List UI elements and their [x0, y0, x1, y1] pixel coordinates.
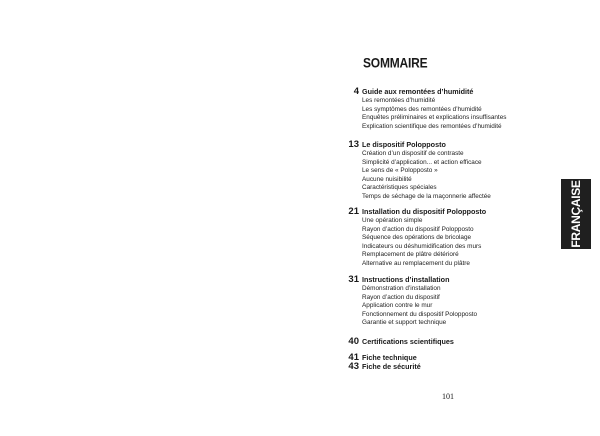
toc-subsection-item[interactable]: Application contre le mur — [362, 302, 433, 310]
toc-section-title: Fiche de sécurité — [362, 362, 421, 371]
toc-subsection-item[interactable]: Enquêtes préliminaires et explications insuffisantes — [362, 114, 507, 122]
toc-subsection-item[interactable]: Temps de séchage de la maçonnerie affectée — [362, 192, 491, 200]
toc-subsection-item[interactable]: Aucune nuisibilité — [362, 175, 412, 183]
toc-section-heading[interactable] — [345, 336, 545, 347]
toc-subsection-item[interactable]: Une opération simple — [362, 217, 423, 224]
toc-subsection-item[interactable]: Rayon d’action du dispositif Polopposto — [362, 225, 474, 233]
toc-section-heading[interactable] — [345, 139, 545, 150]
toc-subsection-item[interactable]: Garantie et support technique — [362, 319, 447, 327]
toc-page-number: 43 — [348, 361, 359, 372]
toc-section-title: Instructions d’installation — [362, 275, 450, 284]
toc-section-title: Fiche technique — [362, 353, 417, 362]
toc-page-number: 40 — [348, 336, 359, 347]
toc-section — [345, 274, 545, 328]
toc-section-title: Le dispositif Polopposto — [362, 140, 446, 149]
toc-subsection-item[interactable]: Remplacement de plâtre détérioré — [362, 251, 459, 259]
toc-subsection-list — [345, 285, 545, 328]
page-title: SOMMAIRE — [363, 55, 428, 72]
toc-section-heading[interactable] — [345, 274, 545, 285]
toc-subsection-item[interactable]: Indicateurs ou déshumidification des murs — [362, 242, 482, 250]
toc-section-title: Installation du dispositif Polopposto — [362, 207, 487, 216]
toc-section — [345, 336, 545, 347]
toc-subsection-list — [345, 97, 545, 131]
toc-section-heading[interactable] — [345, 206, 545, 217]
page-number: 101 — [442, 392, 454, 401]
toc-subsection-item[interactable]: Séquence des opérations de bricolage — [362, 234, 472, 242]
toc-section-heading[interactable] — [345, 361, 545, 372]
toc-subsection-item[interactable]: Simplicité d’application... et action efficace — [362, 158, 482, 166]
toc-page-number: 21 — [348, 206, 359, 217]
toc-section-heading[interactable] — [345, 86, 545, 97]
toc-subsection-item[interactable]: Alternative au remplacement du plâtre — [362, 259, 470, 267]
toc-section — [345, 86, 545, 131]
toc-section-title: Guide aux remontées d’humidité — [362, 87, 474, 96]
toc-subsection-list — [345, 150, 545, 202]
toc-subsection-item[interactable]: Fonctionnement du dispositif Polopposto — [362, 310, 478, 318]
toc-subsection-item[interactable]: Les symptômes des remontées d’humidité — [362, 105, 482, 113]
language-tab-label: FRANÇAISE — [569, 180, 583, 248]
toc-subsection-item[interactable]: Caractéristiques spéciales — [362, 184, 437, 192]
toc-subsection-item[interactable]: Explication scientifique des remontées d’humidité — [362, 122, 502, 130]
toc-page-number: 13 — [348, 139, 359, 150]
toc-section — [345, 361, 545, 372]
toc-page-number: 31 — [348, 274, 359, 285]
language-side-tab — [561, 179, 591, 249]
toc-section-title: Certifications scientifiques — [362, 337, 454, 346]
toc-subsection-item[interactable]: Le sens de « Polopposto » — [362, 167, 438, 175]
toc-page-number: 41 — [348, 352, 359, 363]
toc-section — [345, 139, 545, 202]
toc-page-number: 4 — [353, 86, 359, 97]
toc-section — [345, 206, 545, 269]
toc-subsection-item[interactable]: Création d’un dispositif de contraste — [362, 150, 464, 157]
toc-subsection-item[interactable]: Rayon d’action du dispositif — [362, 293, 440, 301]
toc-subsection-list — [345, 217, 545, 269]
toc-subsection-item[interactable]: Démonstration d’installation — [362, 285, 441, 292]
toc-subsection-item[interactable]: Les remontées d’humidité — [362, 97, 436, 104]
